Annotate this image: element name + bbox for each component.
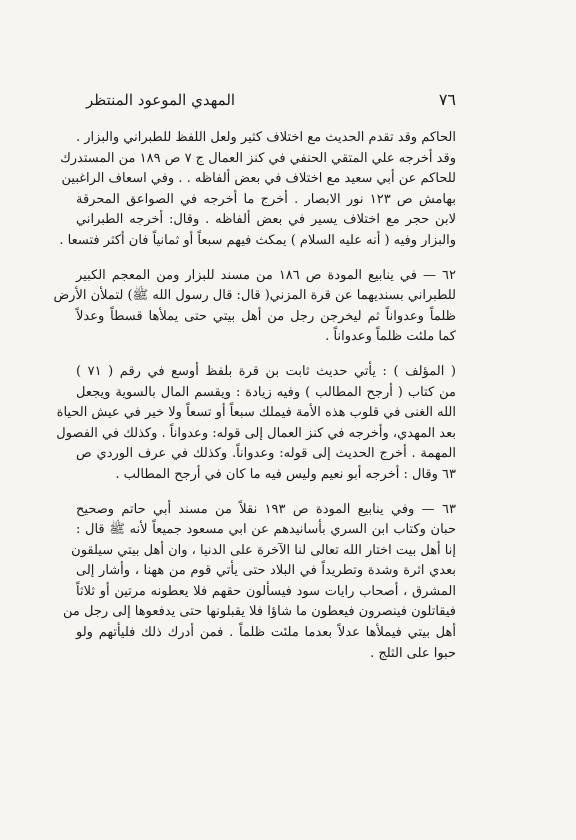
text-line: حبوا على الثلج . [370, 645, 456, 661]
page-body [53, 128, 457, 664]
running-title: المهدي الموعود المنتظر [86, 91, 236, 109]
page-number: ٧٦ [438, 90, 456, 109]
text-line: حبان وكتاب ابن السري بأسانيدهم عن ابي مسعود جميعاً لأنه ﷺ قال : [76, 522, 456, 538]
text-line: من كتاب ( أرجح المطالب ) وفيه زيادة : ويقسم المال بالسوية ويجعل [76, 384, 456, 400]
paragraph-gap [76, 486, 456, 500]
running-header [86, 90, 456, 114]
text-line: للحاكم عن أبي سعيد مع اختلاف في بعض ألفاظه . . وفي اسعاف الراغبين [61, 171, 456, 187]
text-line: الله الغنى في قلوب هذه الأمة فيملك سبعاً أو تسعاً ولا خير في عيش الحياة [56, 405, 456, 421]
text-line: ٦٣ وقال : أخرجه أبو نعيم وليس فيه ما كان في أرجح المطالب . [115, 466, 456, 482]
text-line: المهمة . أخرج الحديث إلى قوله: وعدواناً. وكذلك في عرف الوردي ص [76, 446, 456, 462]
text-line: بهامش ص ١٢٣ نور الابصار . أخرج ما أخرجه في الصواعق المحرقة [76, 191, 457, 207]
text-line: ظلماً وعدواناً ثم ليخرجن رجل من أهل بيتي حتى يملأها قسطاً وعدلاً [76, 308, 456, 324]
text-line: إنا أهل بيت اختار الله تعالى لنا الآخرة على الدنيا ، وان أهل بيتي سيلقون [71, 542, 456, 558]
text-line: بعدي اثرة وشدة وتطريداً في البلاد حتى يأتي قوم من ههنا ، وأشار إلى [76, 563, 456, 579]
text-line: كما ملئت ظلماً وعدواناً . [325, 329, 456, 345]
text-line: ( المؤلف ) : يأتي حديث ثابت بن قرة بلفظ أوسع في رقم ( ٧١ ) [76, 363, 456, 379]
paragraph-2 [53, 266, 456, 348]
text-line: المشرق ، أصحاب رايات سود فيسألون حقهم فلا يعطونه مرتين أو ثلاثاً [76, 583, 456, 599]
text-line: بعد المهدي، وأخرجه في كنز العمال إلى قوله: وعدواناً . وكذلك في الفصول [56, 425, 456, 441]
text-line: ٦٢ — في ينابيع المودة ص ١٨٦ من مسند للبزار ومن المعجم الكبير [76, 267, 456, 283]
text-line: الحاكم وقد تقدم الحديث مع اختلاف كثير ولعل اللفظ للطبراني والبزار . [76, 130, 456, 145]
text-line: للطبراني بسنديهما عن قرة المزني( قال: قال رسول الله ﷺ) لتملأن الأرض [53, 288, 456, 304]
paragraph-1 [59, 128, 457, 252]
paragraph-4 [62, 500, 456, 665]
text-line: فيقاتلون فينصرون فيعطون ما شاؤا فلا يقبلونها حتى يدفعوها إلى رجل من [62, 604, 456, 620]
paragraph-gap [76, 348, 456, 362]
text-line: أهل بيتي فيملأها عدلاً بعدما ملئت ظلماً . فمن أدرك ذلك فليأتهم ولو [76, 625, 456, 641]
paragraph-gap [76, 252, 456, 266]
text-line: وقد أخرجه علي المتقي الحنفي في كنز العمال ج ٧ ص ١٨٩ من المستدرك [60, 150, 456, 166]
text-line: والبزار وفيه ( أنه عليه السلام ) يمكث فيهم سبعاً أو ثمانياً فان أكثر فتسعا . [59, 232, 456, 248]
text-line: ٦٣ — وفي ينابيع المودة ص ١٩٣ نقلاً من مسند أبي حاتم وصحيح [76, 501, 456, 517]
text-line: لابن حجر مع اختلاف يسير في بعض ألفاظه . وقال: أخرجه الطبراني [76, 212, 456, 228]
paragraph-3 [56, 362, 456, 486]
